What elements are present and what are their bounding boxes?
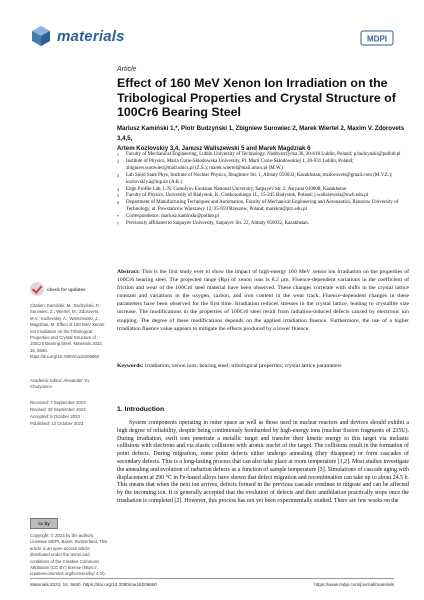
affiliation-3: 3 Lab Solid State Phys, Institute of Nuclear Physics, Ibragimov Str. 1, Almaty 050032, Kazakhstan; mzdorovets@gmail.com (M.V.Z.); kozlovskiy.a@inp.kz (A.K.) [117,172,393,185]
affiliation-note: † Previously affiliated to Satpayev University, Satpayev Str. 22, Almaty 050032, Kazakhstan. [117,221,310,227]
check-updates-icon [30,282,44,296]
mdpi-logo-icon [360,28,394,48]
footer-journal-url[interactable]: https://www.mdpi.com/journal/materials [314,582,394,587]
affiliation-2: 2 Institute of Physics, Maria Curie-Skłodowska University, Pl. Marii Curie-Skłodowskiej 1, 20-031 Lublin, Poland; zbigniew.surowiec@mail.umcs.pl (Z.S.); marek.wiertel@mail.umcs.pl (M.W.) [117,158,354,171]
abstract [117,268,409,333]
date-accepted: Accepted: 5 October 2023 [30,414,80,419]
abstract-label: Abstract: [117,269,141,275]
copyright-notice: Copyright: © 2023 by the authors. Licensee MDPI, Basel, Switzerland. This article is an open access article distributed under the terms and conditions of the Creative Commons Attribution (CC BY) license (https:// creativecommons.org/licenses/by/ 4.0/). [30,533,108,577]
correspondence: * Correspondence: mariusz.kaminski@pollub.pl [117,214,220,220]
article-type: Article [117,66,137,73]
affiliation-4: 4 Engn Profile Lab, L.N. Gumilyov Eurasian National University, Satpayev Str. 2, Astyana 010008, Kazakhstan [117,186,347,192]
affiliations [117,152,407,228]
introduction-paragraph: System components operating in outer space as well as those used in nuclear reactors and devices should exhibit a high degree of reliability, despite being continuously bombarded by high-energy ions (nuclear fission fragments of 235U). During irradiation, swift ions penetrate a metallic target and transfer their kinetic energy to this target via inelastic collisions with electrons and via elastic collisions with atomic nuclei of the target. The collisions result in the formation of point defects. During migration, some point defects either undergo annealing (they disappear) or form cascades of secondary defects. This is a long-lasting process that can also take place at room temperature [1,2]. Most studies investigate the annealing and evolution of radiation defects as a function of sample temperature [3]. Simulations of cascade aging with displacement at 290 °C in Fe-based alloys have shown that defect migration and recombination can take up to about 24.5 h. This means that when the next ion arrives, defects formed in the previous cascade continue to migrate and can be affected by the incoming ion. It is generally accepted that the evolution of defects and their annihilation practically stops once the irradiation is completed [2]. However, this process has not yet been experimentally studied. There are few works on the [117,420,409,504]
journal-name: materials [57,27,125,45]
citation-block: Citation: Kamiński, M.; Budzyński, P.; Surowiec, Z.; Wiertel, M.; Zdorovets, M.V.; Kozlovskiy, A.; Waliszewski, J.; Magdziak, M. Effect of 160 MeV Xenon Ion Irradiation on the Tribological Properties and Crystal Structure of 100Cr6 Bearing Steel. Materials 2023, 16, 6660. https://doi.org/10.3390/ma16206660 [30,303,105,360]
mdpi-logo-text: MDPI [367,34,387,44]
check-updates-button[interactable] [30,282,86,296]
page-footer [30,578,394,587]
author-list [117,124,407,154]
check-updates-label: check for updates [47,286,86,292]
journal-logo [30,25,125,47]
date-received: Received: 7 September 2023 [30,400,86,405]
article-title: Effect of 160 MeV Xenon Ion Irradiation on the Tribological Properties and Crystal Structure of 100Cr6 Bearing Steel [117,76,396,119]
authors-line-1: Mariusz Kamiński 1,*, Piotr Budzyński 1, Zbigniew Surowiec 2, Marek Wiertel 2, Maxim V. Zdorovets 3,4,5, [117,125,405,142]
section-heading: 1. Introduction [117,406,165,413]
affiliation-6: 6 Department of Manufacturing Techniques and Automation, Faculty of Mechanical Engineering and Aeronautics, Rzeszow University of Technology, al. Powstańców Warszawy 12, 35-959 Rzeszow, Poland; marekm@prz.edu.pl [117,200,399,213]
keywords-label: Keywords: [117,363,144,369]
cc-license-badge[interactable]: cc by [30,518,58,529]
date-revised: Revised: 29 September 2023 [30,407,86,412]
keywords-text: irradiation; xenon ions; bearing steel; tribological properties; crystal lattice parameters [144,363,342,369]
materials-logo-icon [30,25,52,47]
academic-editor: Academic Editor: Alexander Yu. Churyumov [30,378,91,390]
affiliation-5: 5 Faculty of Physics, University of Bialystok, K. Ciołkowskiego 1L, 15-245 Białystok, Poland; j.waliszewski@uwb.edu.pl [117,193,369,199]
authors-line-2: Artem Kozlovskiy 3,4, Janusz Waliszewski 5 and Marek Magdziak 6 [117,145,311,152]
keywords [117,362,409,370]
abstract-text: This is the first study ever to show the impact of high-energy 160 MeV xenon ion irradiation on the properties of 100Cr6 bearing steel. The projected range (Rp) of xenon ions is 8.2 μm. Fluence-dependent variations in the coefficient of friction and wear of the 100Cr6 steel material have been observed. These changes correlate with shifts in the crystal lattice constant and variations in the oxygen, carbon, and iron content in the wear track. Fluence-dependent changes in these parameters have been observed for the first time. Irradiation reduces stresses in the crystal lattice, leading to crystallite size increase. The modifications in the properties of 100Cr6 steel result from radiation-induced defects caused by electronic ion stopping. The degree of these modifications depends on the applied irradiation fluence. Furthermore, the use of a higher irradiation fluence value appears to mitigate the effects produced by a lower fluence. [117,269,409,332]
affiliation-1: 1 Faculty of Mechanical Engineering, Lublin University of Technology, Nadbystrzycka 36, 20-618 Lublin, Poland; p.budzynski@pollub.pl [117,152,401,157]
date-published: Published: 12 October 2023 [30,421,84,426]
footer-citation[interactable]: Materials 2023, 16, 6660. https://doi.org/10.3390/ma16206660 [30,582,157,587]
